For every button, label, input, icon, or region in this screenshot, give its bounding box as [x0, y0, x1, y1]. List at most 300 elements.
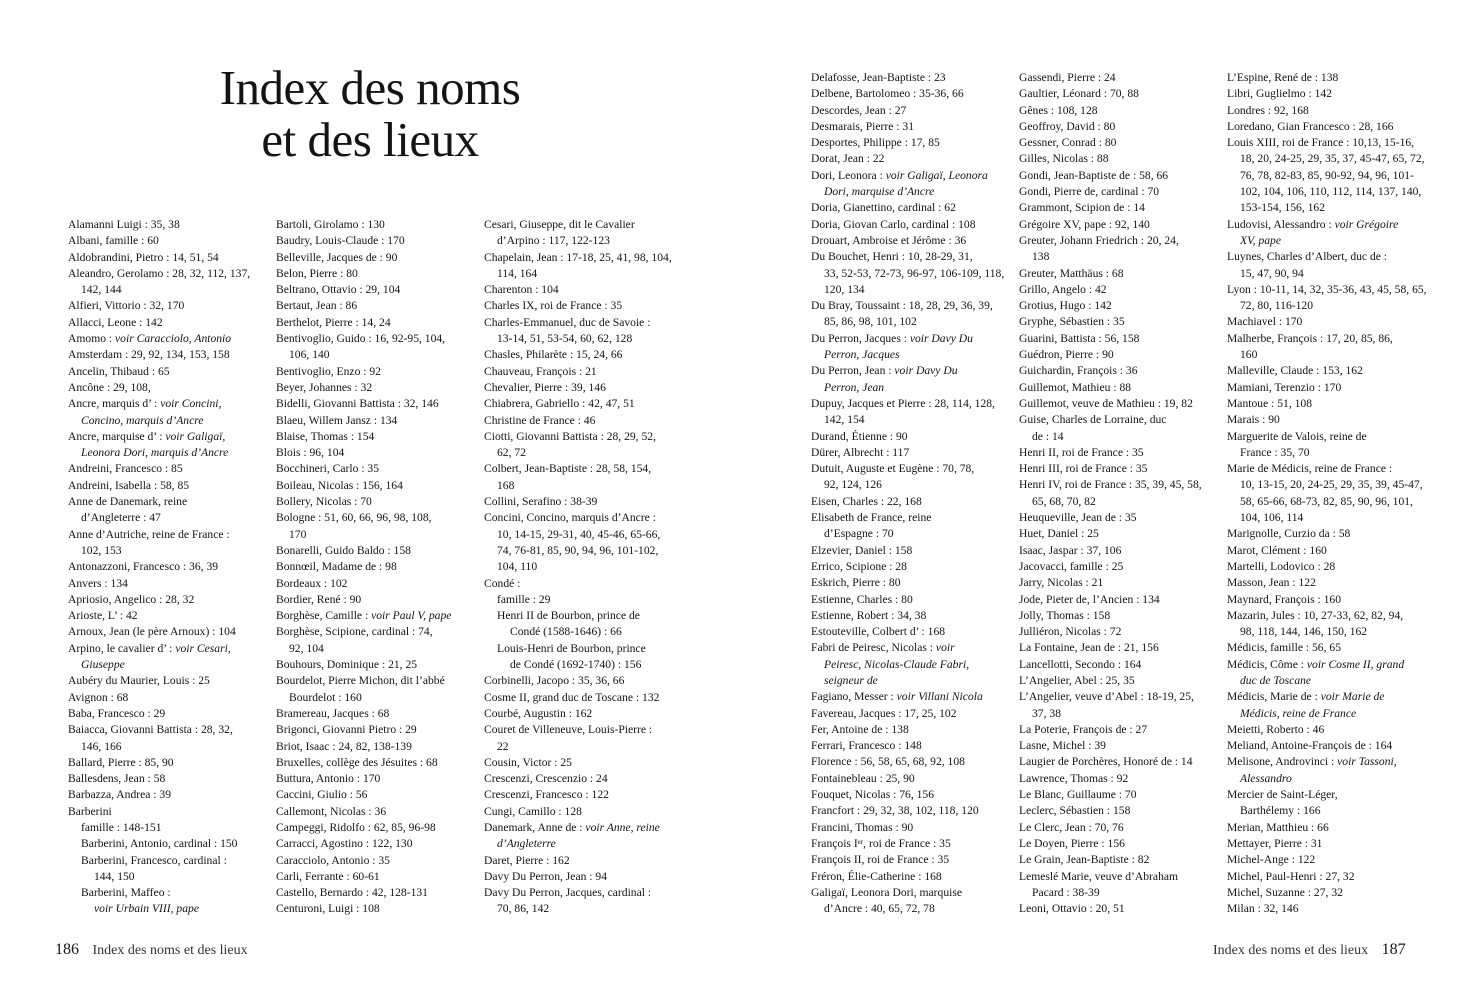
index-entry [1227, 901, 1427, 917]
entry-text: Greuter, Matthäus : 68 [1019, 266, 1124, 280]
entry-text: Bordeaux : 102 [276, 576, 348, 590]
entry-text: Fabri de Peiresc, Nicolas : [811, 641, 936, 655]
entry-text: Galigaï, Leonora Dori, marquise [811, 885, 962, 899]
index-entry [1019, 543, 1202, 559]
entry-text: Caccini, Giulio : 56 [276, 788, 368, 802]
entry-text: France : 35, 70 [1240, 445, 1310, 459]
index-entry [1019, 445, 1202, 461]
index-entry [1019, 461, 1202, 477]
entry-text: Berthelot, Pierre : 14, 24 [276, 315, 391, 329]
index-entry [276, 592, 451, 608]
entry-text: Arioste, L’ : 42 [68, 609, 138, 623]
entry-text: Bartoli, Girolamo : 130 [276, 218, 385, 231]
title-line-2: et des lieux [261, 112, 479, 167]
index-entry [276, 315, 451, 331]
index-entry [276, 657, 451, 673]
index-entry [1019, 233, 1202, 249]
index-entry [811, 282, 1004, 298]
entry-text: 142, 144 [81, 283, 122, 297]
entry-reference: Alessandro [1240, 771, 1292, 785]
index-entry [1227, 543, 1427, 559]
entry-text: 142, 154 [824, 413, 865, 427]
page-number-right: 187 [1381, 941, 1406, 958]
entry-text: 98, 118, 144, 146, 150, 162 [1240, 625, 1368, 639]
index-entry [484, 624, 672, 640]
index-entry [484, 478, 672, 494]
index-entry [276, 901, 451, 917]
index-entry [1019, 592, 1202, 608]
entry-text: Leclerc, Sébastien : 158 [1019, 804, 1131, 818]
entry-text: d’Ancre : 40, 65, 72, 78 [824, 902, 935, 916]
entry-text: 102, 104, 106, 110, 112, 114, 137, 140, [1240, 185, 1422, 199]
entry-text: Davy Du Perron, Jean : 94 [484, 869, 607, 883]
index-entry [1019, 151, 1202, 167]
entry-text: L’Angelier, Abel : 25, 35 [1019, 673, 1135, 687]
index-entry [68, 592, 250, 608]
index-entry [68, 380, 250, 396]
index-entry [276, 331, 451, 347]
index-entry [484, 364, 672, 380]
entry-text: 65, 68, 70, 82 [1032, 494, 1096, 508]
entry-text: Charles IX, roi de France : 35 [484, 299, 623, 313]
index-entry [276, 543, 451, 559]
entry-text: Apriosio, Angelico : 28, 32 [68, 592, 195, 606]
index-entry [276, 510, 451, 526]
index-entry [1227, 689, 1427, 705]
index-entry [68, 755, 250, 771]
entry-text: 33, 52-53, 72-73, 96-97, 106-109, 118, [824, 266, 1005, 280]
index-entry [811, 722, 1004, 738]
index-entry [68, 706, 250, 722]
index-entry [484, 706, 672, 722]
index-entry [276, 722, 451, 738]
entry-text: Carracci, Agostino : 122, 130 [276, 837, 413, 851]
entry-text: Louis-Henri de Bourbon, prince [497, 641, 646, 655]
index-entry [68, 608, 250, 624]
index-column-2 [276, 217, 451, 918]
entry-reference: voir Paul V, pape [371, 609, 452, 623]
entry-text: 22 [497, 739, 509, 753]
entry-reference: Concino, marquis d’Ancre [81, 413, 204, 427]
entry-text: Du Bray, Toussaint : 18, 28, 29, 36, 39, [811, 299, 993, 313]
entry-text: Luynes, Charles d’Albert, duc de : [1227, 250, 1388, 264]
entry-text: Michel, Paul-Henri : 27, 32 [1227, 869, 1355, 883]
index-entry [68, 787, 250, 803]
entry-text: Christine de France : 46 [484, 413, 596, 427]
entry-text: Avignon : 68 [68, 690, 129, 704]
index-entry [1227, 298, 1427, 314]
entry-text: 13-14, 51, 53-54, 60, 62, 128 [497, 332, 633, 346]
index-entry [1019, 754, 1202, 770]
index-entry [68, 494, 250, 510]
entry-text: Bollery, Nicolas : 70 [276, 495, 372, 509]
entry-text: Julliéron, Nicolas : 72 [1019, 625, 1122, 639]
entry-text: 18, 20, 24-25, 29, 35, 37, 45-47, 65, 72, [1240, 152, 1425, 166]
index-entry [68, 413, 250, 429]
entry-text: Lawrence, Thomas : 92 [1019, 771, 1129, 785]
entry-text: Huet, Daniel : 25 [1019, 527, 1099, 541]
index-entry [811, 135, 1004, 151]
entry-text: Guillemot, veuve de Mathieu : 19, 82 [1019, 396, 1193, 410]
index-entry [811, 885, 1004, 901]
index-entry [484, 722, 672, 738]
index-entry [1019, 689, 1202, 705]
index-entry [1019, 608, 1202, 624]
index-entry [1227, 722, 1427, 738]
entry-text: Henri II de Bourbon, prince de [497, 609, 640, 623]
index-entry [1019, 477, 1202, 493]
index-entry [276, 787, 451, 803]
entry-text: Florence : 56, 58, 65, 68, 92, 108 [811, 755, 965, 769]
entry-reference: Giuseppe [81, 658, 125, 672]
entry-text: Barberini, Antonio, cardinal : 150 [81, 837, 238, 851]
index-entry [68, 739, 250, 755]
entry-text: Charenton : 104 [484, 283, 559, 297]
entry-text: Condé (1588-1646) : 66 [510, 625, 622, 639]
index-entry [811, 412, 1004, 428]
index-entry [1227, 624, 1427, 640]
index-entry [811, 70, 1004, 86]
index-entry [811, 380, 1004, 396]
entry-text: 106, 140 [289, 348, 330, 362]
entry-text: Jolly, Thomas : 158 [1019, 608, 1111, 622]
entry-text: L’Espine, René de : 138 [1227, 71, 1339, 84]
entry-reference: XV, pape [1240, 233, 1282, 247]
index-entry [68, 690, 250, 706]
index-entry [1019, 282, 1202, 298]
index-entry [1227, 706, 1427, 722]
index-entry [276, 233, 451, 249]
index-entry [1227, 836, 1427, 852]
entry-text: Anvers : 134 [68, 576, 128, 590]
entry-text: 138 [1032, 250, 1050, 264]
index-entry [484, 836, 672, 852]
index-entry [484, 673, 672, 689]
entry-reference: voir Galigaï, Leonora [885, 168, 988, 182]
entry-text: Marignolle, Curzio da : 58 [1227, 527, 1351, 541]
entry-text: Merian, Matthieu : 66 [1227, 820, 1329, 834]
index-entry [484, 429, 672, 445]
index-entry [811, 510, 1004, 526]
entry-text: d’Espagne : 70 [824, 527, 894, 541]
entry-text: Couret de Villeneuve, Louis-Pierre : [484, 723, 653, 737]
index-entry [1019, 249, 1202, 265]
entry-text: Ancelin, Thibaud : 65 [68, 364, 170, 378]
entry-text: Leoni, Ottavio : 20, 51 [1019, 902, 1125, 916]
index-entry [276, 576, 451, 592]
entry-text: Guarini, Battista : 56, 158 [1019, 331, 1140, 345]
entry-text: Favereau, Jacques : 17, 25, 102 [811, 706, 957, 720]
entry-text: Gessner, Conrad : 80 [1019, 136, 1117, 150]
index-entry [68, 853, 250, 869]
index-entry [68, 298, 250, 314]
entry-text: Gassendi, Pierre : 24 [1019, 71, 1116, 84]
index-entry [68, 836, 250, 852]
index-entry [811, 461, 1004, 477]
index-entry [811, 233, 1004, 249]
entry-text: Guillemot, Mathieu : 88 [1019, 380, 1132, 394]
index-entry [811, 559, 1004, 575]
index-entry [484, 217, 672, 233]
index-entry [484, 250, 672, 266]
index-entry [1019, 836, 1202, 852]
entry-text: Ferrari, Francesco : 148 [811, 739, 922, 753]
index-entry [484, 445, 672, 461]
entry-text: Doria, Giovan Carlo, cardinal : 108 [811, 217, 976, 231]
index-entry [68, 901, 250, 917]
index-entry [1019, 103, 1202, 119]
index-entry [276, 771, 451, 787]
index-entry [811, 836, 1004, 852]
index-entry [1227, 820, 1427, 836]
index-entry [811, 852, 1004, 868]
index-entry [811, 429, 1004, 445]
index-entry [1227, 640, 1427, 656]
entry-text: Carli, Ferrante : 60-61 [276, 869, 380, 883]
index-entry [276, 282, 451, 298]
index-entry [1019, 673, 1202, 689]
index-entry [811, 151, 1004, 167]
entry-reference: Perron, Jean [824, 380, 885, 394]
entry-text: Gênes : 108, 128 [1019, 103, 1098, 117]
entry-text: 120, 134 [824, 282, 865, 296]
title-line-1: Index des noms [219, 60, 521, 115]
entry-text: Bentivoglio, Enzo : 92 [276, 364, 381, 378]
entry-text: Desmarais, Pierre : 31 [811, 119, 915, 133]
index-column-3 [484, 217, 672, 918]
index-entry [276, 853, 451, 869]
entry-text: Ancre, marquise d’ : [68, 429, 166, 443]
index-entry [811, 820, 1004, 836]
entry-text: Estouteville, Colbert d’ : 168 [811, 625, 946, 639]
entry-text: Elzevier, Daniel : 158 [811, 543, 913, 557]
index-entry [1227, 70, 1427, 86]
index-entry [1227, 151, 1427, 167]
entry-reference: duc de Toscane [1240, 673, 1312, 687]
entry-text: Mercier de Saint-Léger, [1227, 788, 1338, 802]
entry-text: Amsterdam : 29, 92, 134, 153, 158 [68, 348, 230, 362]
index-entry [484, 380, 672, 396]
index-entry [811, 869, 1004, 885]
entry-text: Cosme II, grand duc de Toscane : 132 [484, 690, 660, 704]
entry-text: Bologne : 51, 60, 66, 96, 98, 108, [276, 511, 432, 525]
index-entry [811, 363, 1004, 379]
entry-text: Baba, Francesco : 29 [68, 706, 166, 720]
index-entry [484, 543, 672, 559]
entry-text: Dürer, Albrecht : 117 [811, 445, 910, 459]
entry-text: Marie de Médicis, reine de France : [1227, 462, 1393, 476]
index-entry [1019, 412, 1202, 428]
index-entry [68, 347, 250, 363]
index-entry [68, 461, 250, 477]
index-entry [1019, 119, 1202, 135]
index-entry [1227, 103, 1427, 119]
index-entry [276, 739, 451, 755]
entry-text: Albani, famille : 60 [68, 234, 159, 248]
index-entry [68, 641, 250, 657]
entry-text: Bouhours, Dominique : 21, 25 [276, 658, 418, 672]
entry-text: Estienne, Charles : 80 [811, 592, 913, 606]
index-entry [1227, 461, 1427, 477]
index-entry [276, 673, 451, 689]
index-entry [484, 266, 672, 282]
index-entry [68, 250, 250, 266]
entry-text: 37, 38 [1032, 706, 1061, 720]
entry-text: Delbene, Bartolomeo : 35-36, 66 [811, 87, 964, 101]
index-entry [1019, 624, 1202, 640]
index-entry [1019, 852, 1202, 868]
right-page [740, 0, 1480, 993]
entry-text: Gondi, Jean-Baptiste de : 58, 66 [1019, 168, 1169, 182]
entry-text: Beltrano, Ottavio : 29, 104 [276, 283, 401, 297]
entry-text: Henri II, roi de France : 35 [1019, 445, 1144, 459]
index-entry [1227, 673, 1427, 689]
entry-reference: voir Concini, [160, 397, 222, 411]
entry-text: Courbé, Augustin : 162 [484, 706, 593, 720]
entry-text: Charles-Emmanuel, duc de Savoie : [484, 315, 651, 329]
index-entry [68, 217, 250, 233]
entry-reference: seigneur de [824, 673, 878, 687]
index-entry [276, 413, 451, 429]
entry-text: Antonazzoni, Francesco : 36, 39 [68, 560, 219, 574]
entry-text: Ancre, marquis d’ : [68, 397, 161, 411]
entry-text: Bruxelles, collège des Jésuites : 68 [276, 755, 438, 769]
index-entry [1227, 754, 1427, 770]
entry-reference: voir Marie de [1320, 690, 1385, 704]
index-entry [1227, 233, 1427, 249]
entry-text: Eisen, Charles : 22, 168 [811, 494, 922, 508]
index-entry [1019, 168, 1202, 184]
index-entry [1019, 738, 1202, 754]
entry-text: 70, 86, 142 [497, 902, 550, 916]
entry-text: Machiavel : 170 [1227, 315, 1303, 329]
entry-reference: voir Galigaï, [165, 429, 226, 443]
index-entry [484, 527, 672, 543]
index-entry [276, 690, 451, 706]
index-entry [484, 510, 672, 526]
index-entry [484, 559, 672, 575]
index-entry [1019, 331, 1202, 347]
index-entry [484, 331, 672, 347]
entry-text: 92, 104 [289, 641, 324, 655]
entry-text: de : 14 [1032, 429, 1064, 443]
entry-text: Heuqueville, Jean de : 35 [1019, 511, 1137, 525]
entry-text: Milan : 32, 146 [1227, 902, 1299, 916]
index-entry [1227, 771, 1427, 787]
index-entry [811, 624, 1004, 640]
index-entry [68, 527, 250, 543]
entry-text: Caracciolo, Antonio : 35 [276, 853, 390, 867]
entry-text: Crescenzi, Crescenzio : 24 [484, 772, 608, 786]
index-entry [68, 396, 250, 412]
index-entry [1227, 217, 1427, 233]
entry-text: Fontainebleau : 25, 90 [811, 771, 915, 785]
entry-text: d’Arpino : 117, 122-123 [497, 234, 610, 248]
entry-text: Belleville, Jacques de : 90 [276, 250, 398, 264]
entry-text: Barbazza, Andrea : 39 [68, 788, 172, 802]
entry-text: Aleandro, Gerolamo : 28, 32, 112, 137, [68, 266, 251, 280]
entry-reference: voir Urbain VIII, pape [94, 902, 199, 916]
entry-text: Jode, Pieter de, l’Ancien : 134 [1019, 592, 1160, 606]
entry-text: 15, 47, 90, 94 [1240, 266, 1304, 280]
entry-text: Meliand, Antoine-François de : 164 [1227, 739, 1393, 753]
entry-text: 10, 13-15, 20, 24-25, 29, 35, 39, 45-47, [1240, 478, 1423, 492]
index-entry [811, 592, 1004, 608]
left-footer [55, 941, 248, 960]
entry-text: Martelli, Lodovico : 28 [1227, 559, 1336, 573]
entry-text: Doria, Gianettino, cardinal : 62 [811, 201, 956, 215]
entry-text: Chapelain, Jean : 17-18, 25, 41, 98, 104, [484, 250, 672, 264]
index-entry [276, 755, 451, 771]
entry-text: Jarry, Nicolas : 21 [1019, 576, 1104, 590]
entry-text: Amomo : [68, 332, 116, 346]
entry-text: La Fontaine, Jean de : 21, 156 [1019, 641, 1159, 655]
entry-text: 170 [289, 527, 307, 541]
index-entry [276, 641, 451, 657]
index-entry [276, 396, 451, 412]
index-entry [68, 804, 250, 820]
entry-text: Gilles, Nicolas : 88 [1019, 152, 1109, 166]
entry-text: 102, 153 [81, 543, 122, 557]
entry-text: Michel-Ange : 122 [1227, 853, 1316, 867]
index-entry [1227, 412, 1427, 428]
entry-text: Barberini [68, 804, 112, 818]
entry-text: Médicis, famille : 56, 65 [1227, 641, 1341, 655]
entry-reference: voir Caracciolo, Antonio [115, 332, 232, 346]
entry-reference: voir Anne, reine [585, 820, 660, 834]
index-entry [484, 804, 672, 820]
index-entry [811, 314, 1004, 330]
entry-text: Lemeslé Marie, veuve d’Abraham [1019, 869, 1179, 883]
entry-text: 72, 80, 116-120 [1240, 299, 1313, 313]
index-entry [68, 445, 250, 461]
index-entry [1227, 363, 1427, 379]
index-entry [1019, 363, 1202, 379]
entry-text: Barberini, Francesco, cardinal : [81, 853, 227, 867]
entry-text: Gaultier, Léonard : 70, 88 [1019, 87, 1139, 101]
index-entry [1019, 869, 1202, 885]
index-entry [484, 755, 672, 771]
index-entry [68, 233, 250, 249]
entry-text: Dupuy, Jacques et Pierre : 28, 114, 128, [811, 396, 995, 410]
index-entry [276, 527, 451, 543]
entry-text: Le Grain, Jean-Baptiste : 82 [1019, 853, 1150, 867]
index-entry [68, 331, 250, 347]
entry-text: famille : 148-151 [81, 820, 162, 834]
entry-text: Henri IV, roi de France : 35, 39, 45, 58, [1019, 478, 1202, 492]
entry-text: de Condé (1692-1740) : 156 [510, 658, 642, 672]
entry-text: Bentivoglio, Guido : 16, 92-95, 104, [276, 332, 446, 346]
entry-text: Drouart, Ambroise et Jérôme : 36 [811, 233, 967, 247]
entry-text: Baudry, Louis-Claude : 170 [276, 234, 405, 248]
index-entry [1019, 298, 1202, 314]
entry-text: Ballard, Pierre : 85, 90 [68, 755, 174, 769]
entry-text: Le Blanc, Guillaume : 70 [1019, 788, 1137, 802]
index-entry [811, 543, 1004, 559]
entry-text: 85, 86, 98, 101, 102 [824, 315, 917, 329]
index-entry [811, 298, 1004, 314]
index-entry [1227, 852, 1427, 868]
index-entry [276, 494, 451, 510]
entry-text: Fer, Antoine de : 138 [811, 722, 909, 736]
entry-text: Concini, Concino, marquis d’Ancre : [484, 511, 656, 525]
index-entry [1227, 445, 1427, 461]
entry-text: Anne d’Autriche, reine de France : [68, 527, 230, 541]
entry-text: Laugier de Porchères, Honoré de : 14 [1019, 755, 1193, 769]
running-title-right: Index des noms et des lieux [1213, 943, 1369, 958]
index-entry [811, 494, 1004, 510]
index-entry [484, 853, 672, 869]
